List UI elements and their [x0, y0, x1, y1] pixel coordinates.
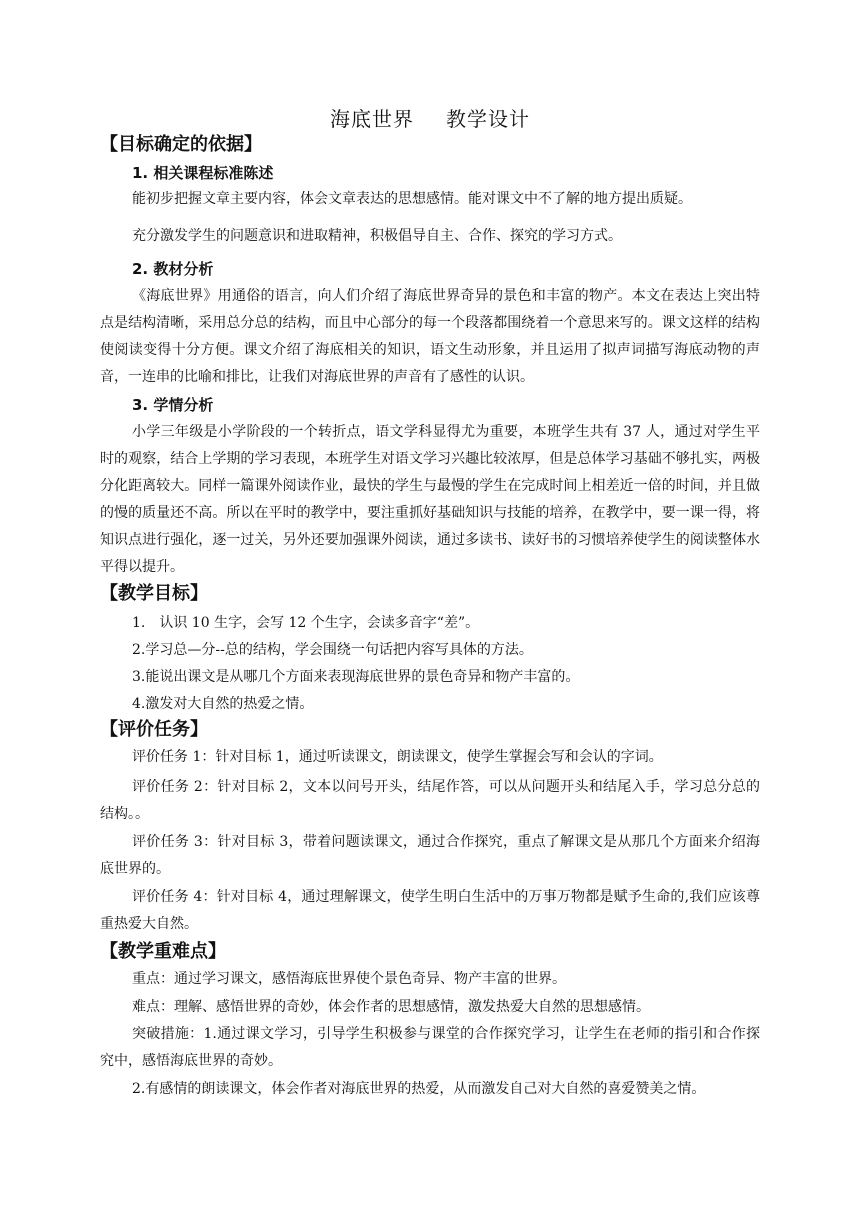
task-item: 评价任务 1：针对目标 1，通过听读课文，朗读课文，使学生掌握会写和会认的字词。	[132, 749, 663, 765]
subheading-curriculum-standard: 1. 相关课程标准陈述	[132, 164, 274, 182]
section-heading-goals: 【教学目标】	[100, 583, 208, 604]
section-heading-key-points: 【教学重难点】	[100, 941, 226, 962]
key-point-item: 突破措施：1.通过课文学习，引导学生积极参与课堂的合作探究学习，让学生在老师的指引和合作探究中，感悟海底世界的奇妙。	[100, 1026, 760, 1069]
curriculum-standard-line: 充分激发学生的问题意识和进取精神，积极倡导自主、合作、探究的学习方式。	[132, 228, 622, 244]
task-item: 评价任务 2：针对目标 2，文本以问号开头，结尾作答，可以从问题开头和结尾入手，学习总分总的结构。。	[100, 779, 760, 822]
goal-item: 3.能说出课文是从哪几个方面来表现海底世界的景色奇异和物产丰富的。	[132, 669, 580, 685]
subheading-student-analysis: 3. 学情分析	[132, 396, 214, 414]
task-item: 评价任务 3：针对目标 3，带着问题读课文，通过合作探究，重点了解课文是从那几个方面来介绍海底世界的。	[100, 834, 760, 877]
title-topic: 海底世界	[330, 107, 414, 131]
document-title	[0, 103, 860, 132]
goal-item: 2.学习总—分--总的结构，学会围绕一句话把内容写具体的方法。	[132, 642, 533, 658]
section-heading-tasks: 【评价任务】	[100, 719, 208, 740]
textbook-analysis-paragraph: 《海底世界》用通俗的语言，向人们介绍了海底世界奇异的景色和丰富的物产。本文在表达上突出特点是结构清晰，采用总分总的结构，而且中心部分的每一个段落都围绕着一个意思来写的。课文这样的结构使阅读变得十分方便。课文介绍了海底相关的知识，语文生动形象，并且运用了拟声词描写海底动物的声音，一连串的比喻和排比，让我们对海底世界的声音有了感性的认识。	[100, 288, 760, 385]
student-analysis-paragraph: 小学三年级是小学阶段的一个转折点，语文学科显得尤为重要，本班学生共有 37 人，通过对学生平时的观察，结合上学期的学习表现，本班学生对语文学习兴趣比较浓厚，但是总体学习基础不够扎实，两极分化距离较大。同样一篇课外阅读作业，最快的学生与最慢的学生在完成时间上相差近一倍的时间，并且做的慢的质量还不高。所以在平时的教学中，要注重抓好基础知识与技能的培养，在教学中，要一课一得，将知识点进行强化，逐一过关，另外还要加强课外阅读，通过多读书、读好书的习惯培养使学生的阅读整体水平得以提升。	[100, 424, 760, 575]
subheading-textbook-analysis: 2. 教材分析	[132, 260, 214, 278]
title-type: 教学设计	[446, 107, 530, 131]
curriculum-standard-line: 能初步把握文章主要内容，体会文章表达的思想感情。能对课文中不了解的地方提出质疑。	[132, 191, 692, 207]
key-point-item: 难点：理解、感悟世界的奇妙，体会作者的思想感情，激发热爱大自然的思想感情。	[132, 999, 650, 1015]
goal-item: 4.激发对大自然的热爱之情。	[132, 696, 314, 712]
task-item: 评价任务 4：针对目标 4，通过理解课文，使学生明白生活中的万事万物都是赋予生命的,我们应该尊重热爱大自然。	[100, 889, 760, 932]
key-point-item: 重点：通过学习课文，感悟海底世界使个景色奇异、物产丰富的世界。	[132, 971, 566, 987]
key-point-item: 2.有感情的朗读课文，体会作者对海底世界的热爱，从而激发自己对大自然的喜爱赞美之情。	[132, 1081, 706, 1097]
goal-item: 1. 认识 10 生字，会写 12 个生字，会读多音字“差”。	[132, 615, 480, 631]
section-heading-basis: 【目标确定的依据】	[100, 134, 262, 155]
